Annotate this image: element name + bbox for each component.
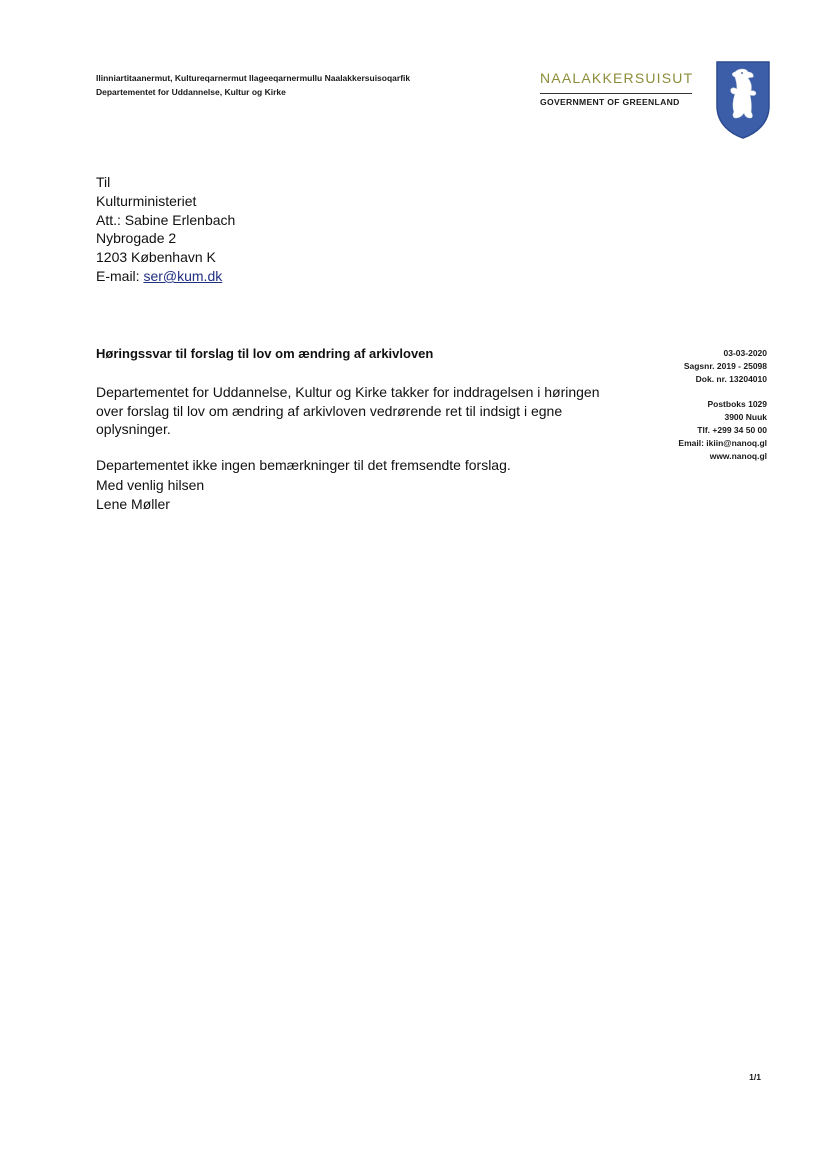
- page-number: 1/1: [749, 1072, 761, 1082]
- website: www.nanoq.gl: [709, 450, 767, 461]
- brand-divider: [540, 93, 692, 94]
- letter-closing: [96, 476, 204, 513]
- department-header: [96, 71, 410, 99]
- document-number: Dok. nr. 13204010: [695, 373, 767, 384]
- recipient-email-line: [96, 267, 235, 286]
- meta-spacer: [678, 385, 767, 398]
- letter-date: 03-03-2020: [723, 348, 767, 358]
- brand-name: NAALAKKERSUISUT: [540, 70, 694, 86]
- body-paragraph: Departementet ikke ingen bemærkninger til det fremsendte forslag.: [96, 456, 511, 473]
- recipient-line: Kulturministeriet: [96, 192, 197, 209]
- closing-greeting: Med venlig hilsen: [96, 477, 205, 493]
- letter-subject: Høringssvar til forslag til lov om ændring af arkivloven: [96, 346, 434, 361]
- recipient-line: Nybrogade 2: [96, 230, 177, 247]
- city: 3900 Nuuk: [724, 412, 767, 423]
- recipient-address: [96, 173, 235, 286]
- case-number: Sagsnr. 2019 - 25098: [683, 360, 767, 371]
- polar-bear-crest-icon: [715, 60, 771, 140]
- letter-metadata: [678, 347, 767, 462]
- recipient-email-label: E-mail:: [96, 267, 144, 284]
- phone-number: Tlf. +299 34 50 00: [697, 424, 767, 435]
- department-name-greenlandic: Ilinniartitaanermut, Kultureqarnermut Ilageeqarnermullu Naalakkersuisoqarfik: [96, 73, 411, 83]
- body-paragraph: Departementet for Uddannelse, Kultur og Kirke takker for inddragelsen i høringen over forslag til lov om ændring af arkivloven vedrørende ret til indsigt i egne oplysninger.: [96, 384, 600, 437]
- letter-body: [96, 383, 626, 491]
- sender-email: Email: ikiin@nanoq.gl: [678, 437, 767, 448]
- department-name-danish: Departementet for Uddannelse, Kultur og Kirke: [96, 87, 286, 97]
- brand-subtitle: GOVERNMENT OF GREENLAND: [540, 97, 680, 107]
- recipient-line: Att.: Sabine Erlenbach: [96, 211, 236, 228]
- recipient-line: 1203 København K: [96, 249, 216, 266]
- recipient-email-link[interactable]: ser@kum.dk: [143, 267, 223, 284]
- recipient-line: Til: [96, 174, 111, 190]
- po-box: Postboks 1029: [707, 399, 767, 410]
- signature-name: Lene Møller: [96, 495, 170, 512]
